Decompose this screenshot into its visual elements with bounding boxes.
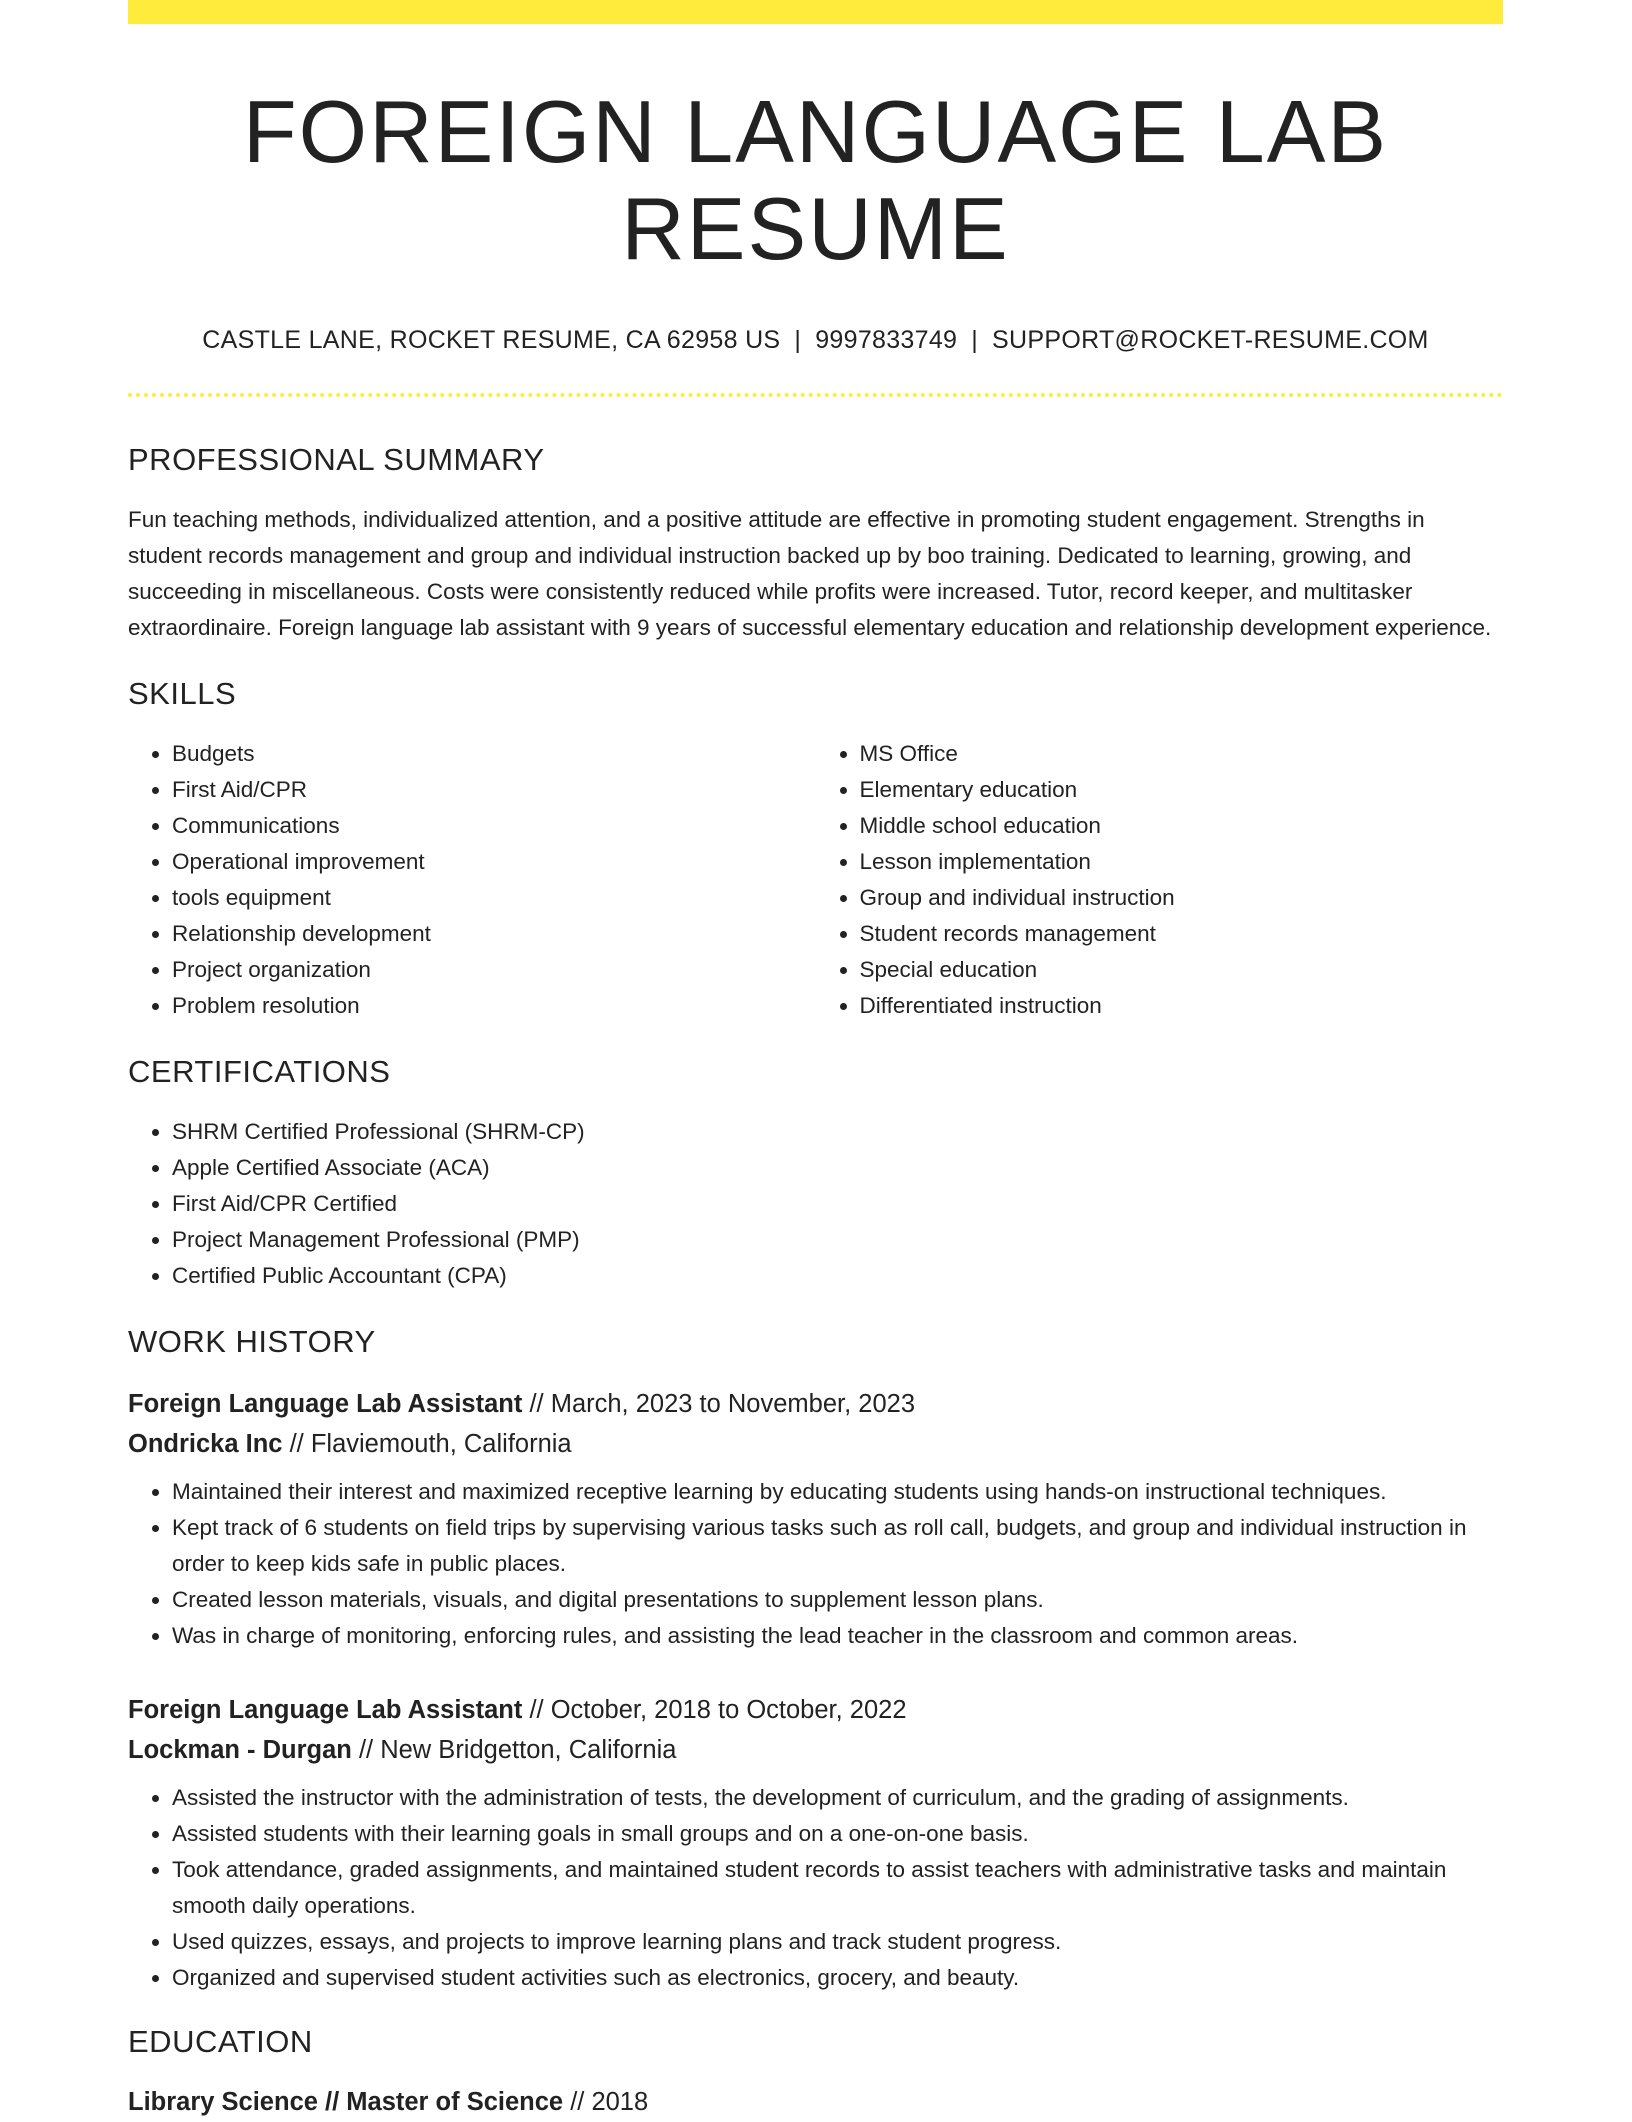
top-accent-bar — [128, 0, 1503, 24]
contact-phone: 9997833749 — [815, 325, 958, 354]
education-year: // 2018 — [563, 2087, 649, 2116]
education-heading: EDUCATION — [128, 2023, 313, 2059]
job-company-line — [128, 1730, 1503, 1770]
skills-heading: SKILLS — [128, 675, 237, 711]
certification-item: • Apple Certified Associate (ACA) — [172, 1150, 1503, 1186]
skill-item: • Elementary education — [860, 772, 1504, 808]
skill-item: • Middle school education — [860, 808, 1504, 844]
skill-item: • Relationship development — [172, 916, 816, 952]
skill-item: • First Aid/CPR — [172, 772, 816, 808]
skill-item: • tools equipment — [172, 880, 816, 916]
job-bullet: • Assisted students with their learning goals in small groups and on a one-on-one basis. — [172, 1816, 1503, 1852]
education-entry — [128, 2082, 1503, 2122]
skills-column-left — [128, 736, 816, 1024]
contact-line — [128, 326, 1503, 355]
job-bullet: • Organized and supervised student activities such as electronics, grocery, and beauty. — [172, 1960, 1503, 1996]
certification-item: • Project Management Professional (PMP) — [172, 1222, 1503, 1258]
skill-item: • Group and individual instruction — [860, 880, 1504, 916]
skills-list-right — [816, 736, 1504, 1024]
certification-item: • Certified Public Accountant (CPA) — [172, 1258, 1503, 1294]
skill-item: • Project organization — [172, 952, 816, 988]
work-history-heading: WORK HISTORY — [128, 1323, 376, 1359]
job-location: // Flaviemouth, California — [282, 1429, 572, 1458]
skill-item: • Problem resolution — [172, 988, 816, 1024]
job-company: Ondricka Inc — [128, 1429, 283, 1458]
job-bullets — [128, 1780, 1503, 1996]
summary-heading: PROFESSIONAL SUMMARY — [128, 441, 545, 477]
certification-item: • SHRM Certified Professional (SHRM-CP) — [172, 1114, 1503, 1150]
contact-separator: | — [794, 325, 802, 354]
skill-item: • Student records management — [860, 916, 1504, 952]
skills-columns — [128, 736, 1503, 1024]
job-dates: // March, 2023 to November, 2023 — [522, 1389, 915, 1418]
job-bullet: • Maintained their interest and maximized receptive learning by educating students using hands-on instructional techniques. — [172, 1474, 1503, 1510]
job-role: Foreign Language Lab Assistant — [128, 1389, 523, 1418]
certification-item: • First Aid/CPR Certified — [172, 1186, 1503, 1222]
job-bullets — [128, 1474, 1503, 1654]
job-title-line — [128, 1690, 1503, 1730]
dotted-divider — [128, 393, 1503, 397]
skill-item: • MS Office — [860, 736, 1504, 772]
skills-column-right — [816, 736, 1504, 1024]
job-entry — [128, 1690, 1503, 1996]
job-role: Foreign Language Lab Assistant — [128, 1695, 523, 1724]
summary-text: Fun teaching methods, individualized attention, and a positive attitude are effective in promoting student engagement. Strengths in student records management and group and individual instruction backed up by boo training. Dedicated to learning, growing, and succeeding in miscellaneous. Costs were consistently reduced while profits were increased. Tutor, record keeper, and multitasker extraordinaire. Foreign language lab assistant with 9 years of successful elementary education and relationship development experience. — [128, 506, 1492, 640]
contact-email: SUPPORT@ROCKET-RESUME.COM — [992, 325, 1429, 354]
skill-item: • Special education — [860, 952, 1504, 988]
resume-title: FOREIGN LANGUAGE LAB RESUME — [242, 82, 1389, 278]
skill-item: • Differentiated instruction — [860, 988, 1504, 1024]
contact-separator: | — [971, 325, 979, 354]
certifications-heading: CERTIFICATIONS — [128, 1053, 391, 1089]
job-bullet: • Took attendance, graded assignments, and maintained student records to assist teachers with administrative tasks and maintain smooth daily operations. — [172, 1852, 1503, 1924]
certifications-block — [128, 1114, 1503, 1294]
job-entry — [128, 1384, 1503, 1654]
job-location: // New Bridgetton, California — [351, 1735, 677, 1764]
job-bullet: • Used quizzes, essays, and projects to improve learning plans and track student progress. — [172, 1924, 1503, 1960]
contact-address: CASTLE LANE, ROCKET RESUME, CA 62958 US — [202, 325, 781, 354]
skill-item: • Lesson implementation — [860, 844, 1504, 880]
resume-page — [128, 0, 1503, 2122]
skill-item: • Operational improvement — [172, 844, 816, 880]
skill-item: • Budgets — [172, 736, 816, 772]
education-degree: Library Science // Master of Science — [128, 2087, 564, 2116]
job-bullet: • Assisted the instructor with the administration of tests, the development of curriculum, and the grading of assignments. — [172, 1780, 1503, 1816]
job-bullet: • Created lesson materials, visuals, and digital presentations to supplement lesson plans. — [172, 1582, 1503, 1618]
job-title-line — [128, 1384, 1503, 1424]
skills-list-left — [128, 736, 816, 1024]
certifications-list — [128, 1114, 1503, 1294]
job-company: Lockman - Durgan — [128, 1735, 352, 1764]
job-bullet: • Was in charge of monitoring, enforcing rules, and assisting the lead teacher in the classroom and common areas. — [172, 1618, 1503, 1654]
job-company-line — [128, 1424, 1503, 1464]
job-dates: // October, 2018 to October, 2022 — [522, 1695, 907, 1724]
job-bullet: • Kept track of 6 students on field trips by supervising various tasks such as roll call, budgets, and group and individual instruction in order to keep kids safe in public places. — [172, 1510, 1503, 1582]
skill-item: • Communications — [172, 808, 816, 844]
